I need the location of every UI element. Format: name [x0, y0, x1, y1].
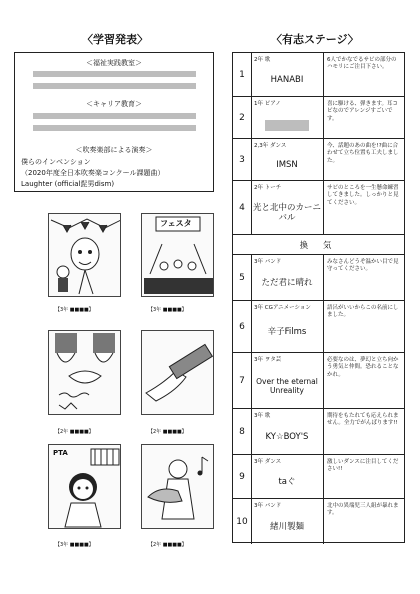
- row-number: 8: [233, 409, 252, 454]
- row-grade-genre: 3年 ヲタ芸: [254, 357, 282, 363]
- table-row: [233, 181, 404, 235]
- performer-cell: [251, 353, 324, 408]
- row-comment: 喜に駆ける、弾きます。耳コピなのでアレンジすごいです。: [327, 101, 399, 122]
- redacted-text-bar: [33, 125, 196, 131]
- party-drawing-icon: [49, 214, 121, 297]
- instruments-drawing-icon: [142, 445, 214, 529]
- performer-name: ただ君に晴れ: [261, 277, 313, 288]
- volunteer-stage-heading: 〈有志ステージ〉: [271, 33, 359, 46]
- row-grade-genre: 2年 歌: [254, 57, 271, 63]
- festa-text: フェスタ: [160, 219, 192, 228]
- row-number: 6: [233, 301, 252, 352]
- illustration-festa: [141, 213, 214, 297]
- table-row: [233, 499, 404, 544]
- illustration-flashlight: [141, 330, 214, 415]
- pta-girl-drawing-icon: [49, 445, 121, 529]
- illustration-pta-girl: [48, 444, 121, 529]
- row-grade-genre: 3年 CGアニメーション: [254, 305, 311, 311]
- table-row: [233, 301, 404, 353]
- illustration-caption: 【2年 ■■■■】: [55, 429, 94, 435]
- illustration-caption: 【3年 ■■■■】: [148, 307, 187, 313]
- row-grade-genre: 3年 バンド: [254, 259, 282, 265]
- performer-name: 光と北中のカーニバル: [252, 203, 321, 223]
- row-number: 7: [233, 353, 252, 408]
- row-number: 10: [233, 499, 252, 544]
- table-row: [233, 455, 404, 499]
- illustration-instruments: [141, 444, 214, 529]
- table-row: [233, 53, 404, 97]
- row-comment: みなさんどうぞ温かい目で見守ってください。: [327, 259, 399, 273]
- illustration-caption: 【2年 ■■■■】: [148, 429, 187, 435]
- brass-band-section-title: ＜吹奏楽部による演奏＞: [75, 146, 153, 154]
- table-row: [233, 255, 404, 301]
- performer-name: Over the eternal Unreality: [256, 377, 318, 395]
- row-number: 9: [233, 455, 252, 498]
- redacted-text-bar: [33, 83, 196, 89]
- table-row: [233, 139, 404, 181]
- table-row: [233, 353, 404, 409]
- performer-cell: [251, 455, 324, 498]
- learning-presentation-heading: 〈学習発表〉: [82, 33, 148, 46]
- table-row: [233, 97, 404, 139]
- row-comment: 必要なのは、夢幻と立ち向かう勇気と仲間。恐れることなかれ。: [327, 357, 399, 378]
- performer-cell: [251, 97, 324, 138]
- illustration-hands: [48, 330, 121, 415]
- song-line-2: （2020年度全日本吹奏楽コンクール課題曲）: [21, 169, 165, 177]
- redacted-name-bar: [265, 120, 309, 131]
- row-grade-genre: 3年 歌: [254, 413, 271, 419]
- song-line-3: Laughter (official髭男dism): [21, 180, 115, 188]
- row-grade-genre: 2,3年 ダンス: [254, 143, 287, 149]
- song-line-1: 僕らのインベンション: [21, 158, 91, 166]
- row-comment: 今、話題のあの曲を!?曲に合わせて立ち位置も工夫しました。: [327, 143, 399, 164]
- performer-name: KY☆BOY'S: [265, 431, 309, 442]
- row-grade-genre: 1年 ピアノ: [254, 101, 281, 107]
- performer-cell: [251, 499, 324, 544]
- performer-name: 緒川製麺: [269, 521, 304, 532]
- illustration-party: [48, 213, 121, 297]
- row-number: 2: [233, 97, 252, 138]
- flashlight-drawing-icon: [142, 331, 214, 415]
- row-comment: 6人でかなでるサビの部分のハモリにご注目下さい。: [327, 57, 397, 71]
- career-section-title: ＜キャリア教育＞: [86, 100, 142, 108]
- row-comment: サビのところを一生懸命練習してきました。しっかりと見てください。: [327, 185, 399, 206]
- row-comment: 期待をもたれても応えられません。全力でがんばります!!: [327, 413, 399, 427]
- row-number: 1: [233, 53, 252, 96]
- hands-drawing-icon: [49, 331, 121, 415]
- row-comment: 北中の異端児三人組が暴れます。: [327, 503, 399, 517]
- performer-cell: [251, 255, 324, 300]
- row-number: 5: [233, 255, 252, 300]
- performer-cell: [251, 181, 324, 234]
- performer-name: taぐ: [278, 476, 296, 487]
- table-row: [233, 409, 404, 455]
- illustration-caption: 【3年 ■■■■】: [55, 542, 94, 548]
- ventilation-break: 換 気: [233, 235, 404, 255]
- program-box: [14, 52, 214, 192]
- row-grade-genre: 3年 バンド: [254, 503, 282, 509]
- performer-cell: [251, 409, 324, 454]
- pta-text: PTA: [53, 449, 68, 457]
- row-comment: 激しいダンスに注目してください!!: [327, 459, 399, 473]
- performer-name: HANABI: [270, 74, 304, 85]
- redacted-text-bar: [33, 71, 196, 77]
- illustration-caption: 【3年 ■■■■】: [55, 307, 94, 313]
- performer-cell: [251, 53, 324, 96]
- performer-name: IMSN: [276, 159, 298, 170]
- illustration-caption: 【2年 ■■■■】: [148, 542, 187, 548]
- performer-cell: [251, 139, 324, 180]
- row-grade-genre: 2年 トーチ: [254, 185, 282, 191]
- row-grade-genre: 3年 ダンス: [254, 459, 282, 465]
- performer-cell: [251, 301, 324, 352]
- stage-program-table: [232, 52, 405, 543]
- performer-name: 辛子Films: [267, 326, 307, 337]
- row-number: 4: [233, 181, 252, 234]
- row-comment: 語呂がいいからこの名前にしました。: [327, 305, 399, 319]
- redacted-text-bar: [33, 113, 196, 119]
- row-number: 3: [233, 139, 252, 180]
- welfare-section-title: ＜福祉実践教室＞: [86, 59, 142, 67]
